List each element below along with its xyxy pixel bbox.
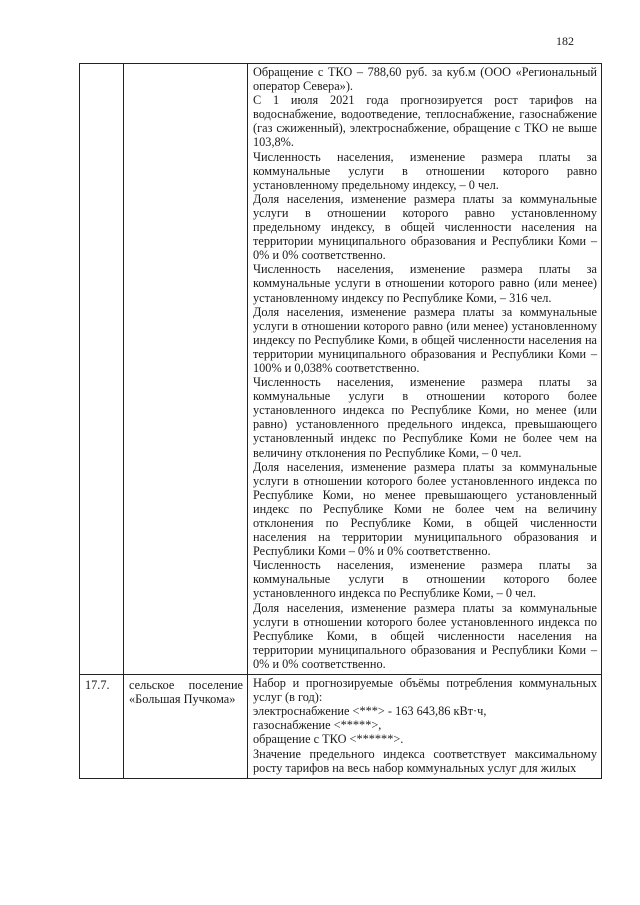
description-paragraph: Численность населения, изменение размера платы за коммунальные услуги в отношении которого равно (или менее) установленному индексу по Республике Коми, – 316 чел. [253,262,597,305]
description-paragraph: обращение с ТКО <******>. [253,732,404,747]
municipality-cell [124,64,248,675]
description-paragraph: электроснабжение <***> - 163 643,86 кВт·ч, [253,704,487,719]
table-row [80,64,602,675]
description-cell [248,675,602,779]
description-paragraph: газоснабжение <*****>, [253,718,382,733]
description-cell [248,64,602,675]
row-number [85,65,119,67]
row-number-cell [80,675,124,779]
description-paragraph: С 1 июля 2021 года прогнозируется рост тарифов на водоснабжение, водоотведение, теплоснабжение, газоснабжение (газ сжиженный), электроснабжение, обращение с ТКО не выше 103,8%. [253,93,597,150]
row-number-cell [80,64,124,675]
municipality-name: сельское поселение «Большая Пучкома» [129,678,243,707]
description-paragraph: Доля населения, изменение размера платы за коммунальные услуги в отношении которого равно (или менее) установленному индексу по Республике Коми, в общей численности населения на территории муниципального образования и Республики Коми – 100% и 0,038% соответственно. [253,304,597,375]
page-number: 182 [556,34,574,48]
description-paragraph: Численность населения, изменение размера платы за коммунальные услуги в отношении которого более установленного индекса по Республике Коми, но менее (или равно) установленного предельного индекса, превышающего установленный индекс по Республике Коми не более чем на величину отклонения по Республике Коми, – 0 чел. [253,375,597,460]
description-paragraph: Набор и прогнозируемые объёмы потребления коммунальных услуг (в год): [253,676,597,705]
table-body [80,64,602,779]
description-paragraph: Обращение с ТКО – 788,60 руб. за куб.м (ООО «Региональный оператор Севера»). [253,65,597,94]
description-paragraph: Доля населения, изменение размера платы за коммунальные услуги в отношении которого более установленного индекса по Республике Коми, в общей численности населения на территории муниципального образования и Республики Коми – 0% и 0% соответственно. [253,600,597,671]
municipality-name [129,65,243,67]
description-paragraph: Значение предельного индекса соответствует максимальному росту тарифов на весь набор коммунальных услуг для жилых [253,746,597,775]
description-paragraph: Доля населения, изменение размера платы за коммунальные услуги в отношении которого равно установленному предельному индексу, в общей численности населения на территории муниципального образования и Республики Коми – 0% и 0% соответственно. [253,191,597,263]
row-number: 17.7. [85,678,110,693]
description-paragraph: Доля населения, изменение размера платы за коммунальные услуги в отношении которого более установленного индекса по Республике Коми, но менее превышающего установленный индекс по Республике Коми не более чем на величину отклонения по Республике Коми, в общей численности населения на территории муниципального образования и Республики Коми – 0% и 0% соответственно. [253,459,597,559]
description-paragraph: Численность населения, изменение размера платы за коммунальные услуги в отношении которого равно установленному предельному индексу, – 0 чел. [253,149,597,192]
table-row [80,675,602,779]
municipality-cell [124,675,248,779]
indices-table [79,63,602,779]
description-paragraph: Численность населения, изменение размера платы за коммунальные услуги в отношении которого более установленного индекса по Республике Коми, – 0 чел. [253,558,597,601]
